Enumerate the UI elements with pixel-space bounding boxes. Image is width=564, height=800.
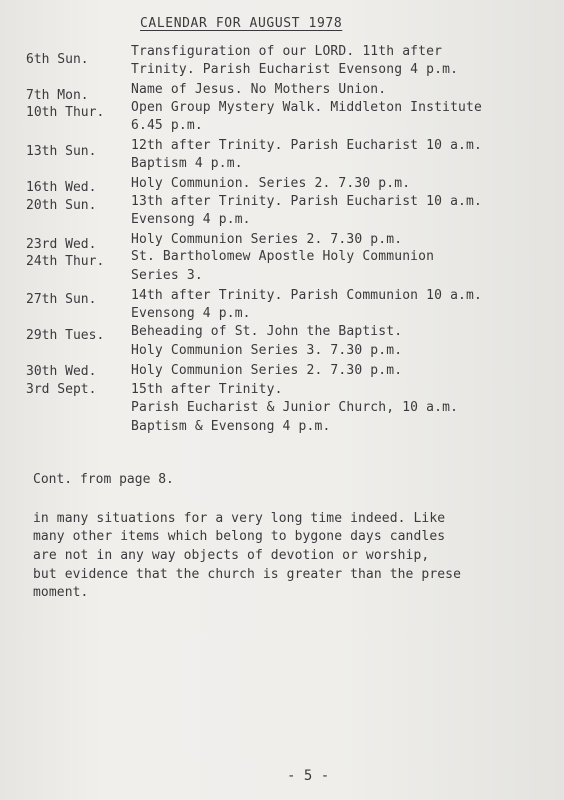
entry-date: 6th Sun. [26, 52, 89, 67]
entry-line: Name of Jesus. No Mothers Union. [131, 82, 387, 97]
entry-date: 10th Thur. [26, 105, 105, 120]
entry-line: Holy Communion. Series 2. 7.30 p.m. [131, 176, 411, 191]
paragraph-line: but evidence that the church is greater than the prese [33, 567, 462, 582]
entry-date: 29th Tues. [26, 328, 105, 343]
entry-line: Evensong 4 p.m. [131, 306, 251, 321]
entry-line: Trinity. Parish Eucharist Evensong 4 p.m. [131, 62, 459, 77]
entry-line: Open Group Mystery Walk. Middleton Institute [131, 100, 482, 115]
entry-line: 12th after Trinity. Parish Eucharist 10 a.m. [131, 138, 482, 153]
entry-date: 24th Thur. [26, 254, 105, 269]
continuation-note: Cont. from page 8. [33, 472, 174, 487]
entry-line: 13th after Trinity. Parish Eucharist 10 a.m. [131, 194, 482, 209]
entry-line: St. Bartholomew Apostle Holy Communion [131, 249, 435, 264]
entry-line: Baptism & Evensong 4 p.m. [131, 419, 331, 434]
page-number: - 5 - [287, 768, 330, 784]
entry-line: Holy Communion Series 3. 7.30 p.m. [131, 343, 403, 358]
entry-line: Beheading of St. John the Baptist. [131, 324, 403, 339]
entry-line: Baptism 4 p.m. [131, 156, 243, 171]
entry-line: Parish Eucharist & Junior Church, 10 a.m. [131, 400, 459, 415]
entry-line: Transfiguration of our LORD. 11th after [131, 44, 443, 59]
entry-date: 16th Wed. [26, 180, 97, 195]
entry-date: 30th Wed. [26, 364, 97, 379]
paragraph-line: in many situations for a very long time indeed. Like [33, 511, 446, 526]
entry-date: 20th Sun. [26, 198, 97, 213]
entry-line: Holy Communion Series 2. 7.30 p.m. [131, 232, 403, 247]
entry-date: 3rd Sept. [26, 382, 97, 397]
entry-line: Holy Communion Series 2. 7.30 p.m. [131, 363, 403, 378]
calendar-title: CALENDAR FOR AUGUST 1978 [140, 16, 343, 31]
entry-line: 14th after Trinity. Parish Communion 10 a.m. [131, 288, 482, 303]
entry-date: 7th Mon. [26, 88, 89, 103]
entry-line: Evensong 4 p.m. [131, 212, 251, 227]
entry-line: Series 3. [131, 268, 203, 283]
entry-line: 6.45 p.m. [131, 118, 203, 133]
entry-date: 23rd Wed. [26, 237, 97, 252]
entry-date: 27th Sun. [26, 292, 97, 307]
entry-line: 15th after Trinity. [131, 382, 283, 397]
paragraph-line: are not in any way objects of devotion or worship, [33, 548, 430, 563]
paragraph-line: many other items which belong to bygone days candles [33, 529, 446, 544]
entry-date: 13th Sun. [26, 144, 97, 159]
paragraph-line: moment. [33, 585, 89, 600]
